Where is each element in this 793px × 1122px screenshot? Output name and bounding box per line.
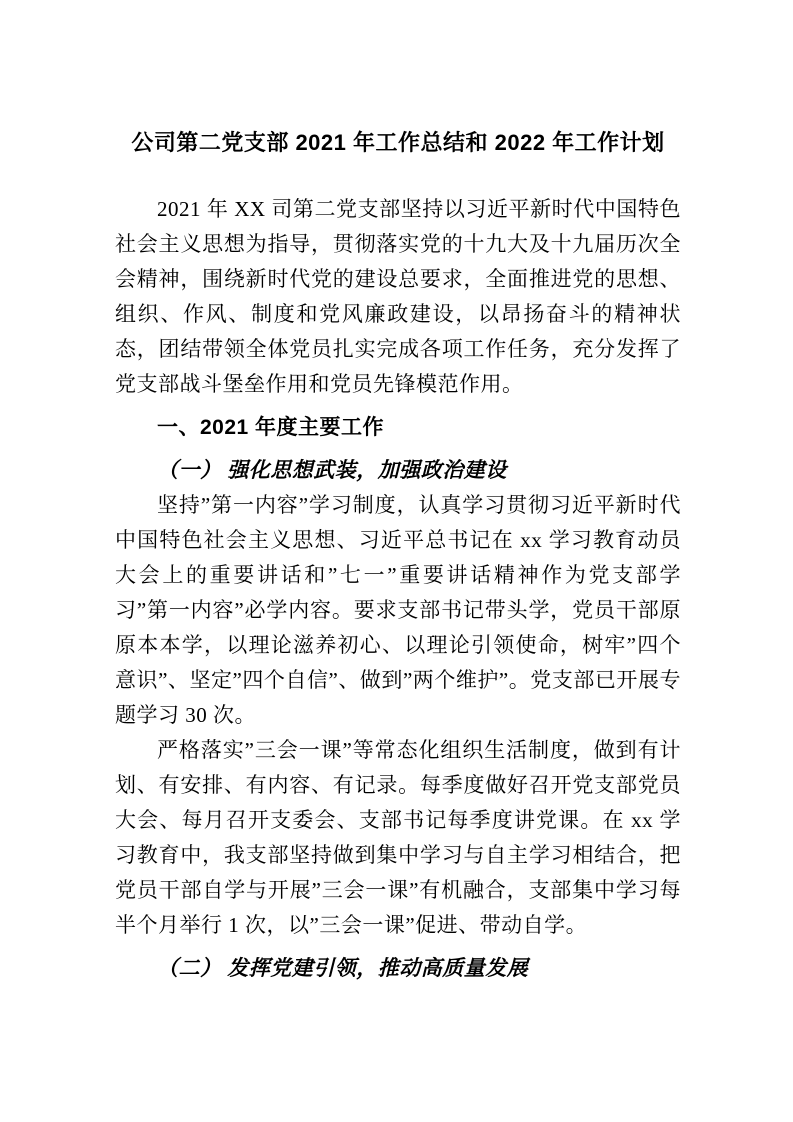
paragraph: 严格落实”三会一课”等常态化组织生活制度，做到有计划、有安排、有内容、有记录。每季度做好召开党支部党员大会、每月召开支委会、支部书记每季度讲党课。在 xx 学习教育中，我支部坚持做到集中学习与自主学习相结合，把党员干部自学与开展”三会一课”有机融合，支部集中学习每半个月举行 1 次，以”三会一课”促进、带动自学。 [115,738,681,937]
document-title: 公司第二党支部 2021 年工作总结和 2022 年工作计划 [131,130,665,155]
section-heading: 一、2021 年度主要工作 [157,416,385,439]
subsection-heading: （二） 发挥党建引领，推动高质量发展 [157,956,529,980]
document-content [115,126,681,986]
paragraph: 2021 年 XX 司第二党支部坚持以习近平新时代中国特色社会主义思想为指导，贯彻落实党的十九大及十九届历次全会精神，围绕新时代党的建设总要求，全面推进党的思想、组织、作风、制度和党风廉政建设，以昂扬奋斗的精神状态，团结带领全体党员扎实完成各项工作任务，充分发挥了党支部战斗堡垒作用和党员先锋模范作用。 [115,197,681,396]
document-body [115,192,681,986]
subsection-heading: （一） 强化思想武装，加强政治建设 [157,458,507,482]
paragraph: 坚持”第一内容”学习制度，认真学习贯彻习近平新时代中国特色社会主义思想、习近平总书记在 xx 学习教育动员大会上的重要讲话和”七一”重要讲话精神作为党支部学习”第一内容”必学内容。要求支部书记带头学，党员干部原原本本学，以理论滋养初心、以理论引领使命，树牢”四个意识”、坚定”四个自信”、做到”两个维护”。党支部已开展专题学习 30 次。 [115,493,681,727]
